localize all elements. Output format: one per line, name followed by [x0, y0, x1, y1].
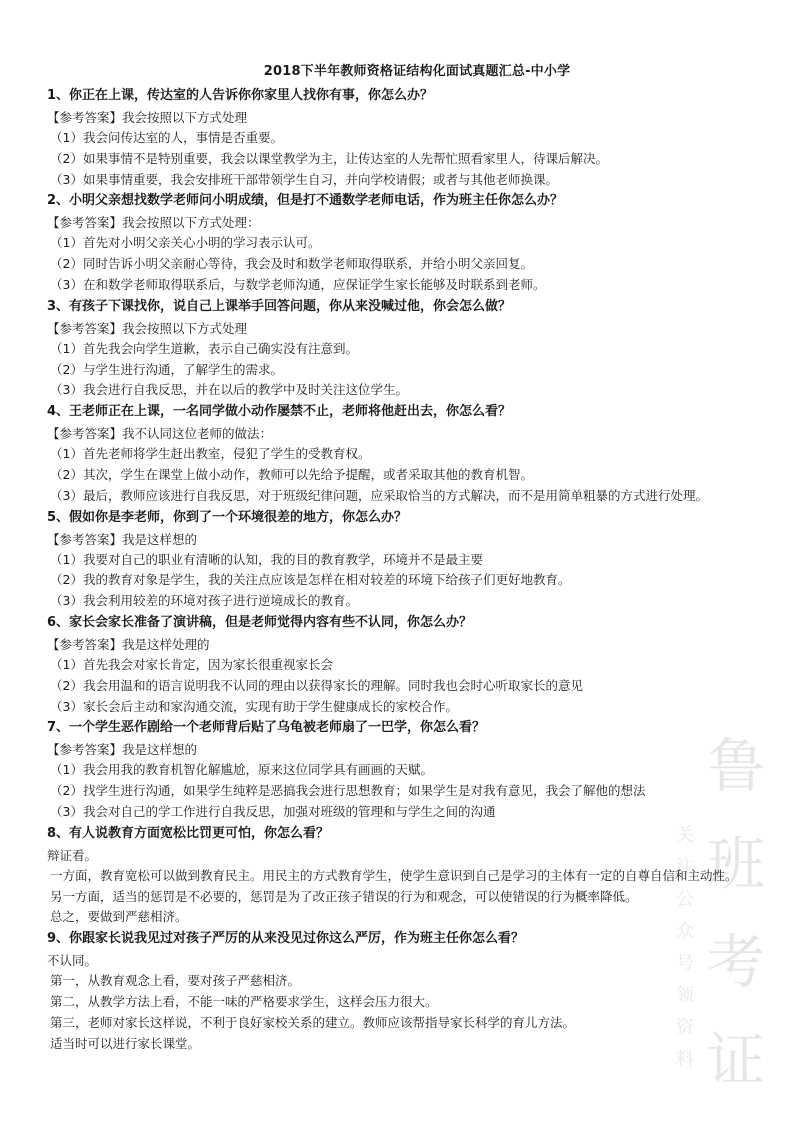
answer-intro: 【参考答案】我是这样处理的 — [47, 636, 210, 652]
question-heading: 2、小明父亲想找数学老师问小明成绩，但是打不通数学老师电话，作为班主任你怎么办？ — [47, 193, 564, 209]
answer-line: （3）最后，教师应该进行自我反思，对于班级纪律问题，应采取恰当的方式解决，而不是用简单粗暴的方式进行处理。 — [50, 487, 708, 503]
answer-line: （1）我要对自己的职业有清晰的认知，我的目的教育教学，环境并不是最主要 — [50, 551, 483, 567]
answer-line: （2）如果事情不是特别重要，我会以课堂教学为主，让传达室的人先帮忙照看家里人，待课后解决。 — [50, 150, 608, 166]
answer-line: （2）找学生进行沟通，如果学生纯粹是恶搞我会进行思想教育；如果学生是对我有意见，我会了解他的想法 — [50, 783, 646, 799]
question-block — [47, 717, 747, 822]
answer-line: （2）其次，学生在课堂上做小动作，教师可以先给予提醒，或者采取其他的教育机智。 — [50, 466, 533, 482]
question-heading: 6、家长会家长准备了演讲稿，但是老师觉得内容有些不认同，你怎么办？ — [47, 614, 473, 630]
question-heading: 5、假如你是李老师，你到了一个环境很差的地方，你怎么办？ — [47, 509, 408, 525]
answer-line: （2）我的教育对象是学生，我的关注点应该是怎样在相对较差的环境下给孩子们更好地教育。 — [50, 572, 571, 588]
question-block — [47, 401, 747, 506]
question-block — [47, 190, 747, 295]
answer-intro: 辩证看。 — [47, 847, 98, 863]
answer-line: （2）我会用温和的语言说明我不认同的理由以获得家长的理解。同时我也会时心听取家长的意见 — [50, 677, 583, 693]
answer-intro: 【参考答案】我是这样想的 — [47, 531, 198, 547]
question-block — [47, 612, 747, 717]
answer-line: （3）我会进行自我反思，并在以后的教学中及时关注这位学生。 — [50, 382, 408, 398]
question-block — [47, 928, 747, 1054]
answer-intro: 【参考答案】我是这样想的 — [47, 742, 198, 758]
answer-line: （3）我会对自己的学工作进行自我反思，加强对班级的管理和与学生之间的沟通 — [50, 803, 496, 819]
answer-line: （1）首先我会向学生道歉，表示自己确实没有注意到。 — [50, 340, 358, 356]
answer-line: （1）我会问传达室的人，事情是否重要。 — [50, 130, 283, 145]
answer-line: （1）我会用我的教育机智化解尴尬，原来这位同学具有画画的天赋。 — [50, 762, 433, 778]
question-heading: 8、有人说教育方面宽松比罚更可怕，你怎么看？ — [47, 825, 330, 841]
answer-intro: 【参考答案】我会按照以下方式处理 — [47, 320, 248, 336]
question-block — [47, 507, 747, 612]
question-block — [47, 823, 747, 928]
answer-line: 另一方面，适当的惩罚是不必要的，惩罚是为了改正孩子错误的行为和观念，可以使错误的行为概率降低。 — [50, 888, 638, 904]
question-list — [47, 85, 747, 1054]
answer-line: 第二，从教学方法上看，不能一味的严格要求学生，这样会压力很大。 — [50, 993, 438, 1009]
document-page — [47, 60, 747, 1054]
watermark-subtext: 关注公众号领资料 — [673, 825, 694, 1081]
answer-line: 第三，老师对家长这样说，不利于良好家校关系的建立。教师应该帮指导家长科学的育儿方法。 — [50, 1014, 576, 1030]
answer-intro: 【参考答案】我不认同这位老师的做法： — [47, 426, 273, 442]
answer-line: （3）在和数学老师取得联系后，与数学老师沟通，应保证学生家长能够及时联系到老师。 — [50, 276, 546, 292]
answer-line: 总之，要做到严慈相济。 — [50, 909, 188, 925]
page-title: 2018下半年教师资格证结构化面试真题汇总-中小学 — [263, 64, 571, 79]
answer-intro: 【参考答案】我会按照以下方式处理： — [47, 215, 260, 231]
answer-line: （1）首先老师将学生赶出教室，侵犯了学生的受教育权。 — [50, 446, 371, 462]
question-block — [47, 296, 747, 401]
answer-line: （1）首先我会对家长肯定，因为家长很重视家长会 — [50, 656, 333, 672]
answer-intro: 【参考答案】我会按照以下方式处理 — [47, 110, 248, 125]
answer-line: 一方面，教育宽松可以做到教育民主。用民主的方式教育学生，使学生意识到自己是学习的主体有一定的自尊自信和主动性。 — [50, 867, 738, 883]
answer-line: 第一，从教育观念上看，要对孩子严慈相济。 — [50, 973, 301, 989]
question-heading: 7、一个学生恶作剧给一个老师背后贴了乌龟被老师扇了一巴学，你怎么看？ — [47, 720, 486, 736]
answer-line: （3）我会利用较差的环境对孩子进行逆境成长的教育。 — [50, 593, 358, 609]
question-block — [47, 85, 747, 190]
answer-line: （3）家长会后主动和家沟通交流，实现有助于学生健康成长的家校合作。 — [50, 698, 458, 714]
answer-line: （3）如果事情重要，我会安排班干部带领学生自习，并向学校请假；或者与其他老师换课。 — [50, 171, 558, 187]
answer-line: 适当时可以进行家长课堂。 — [50, 1035, 201, 1051]
answer-line: （2）同时告诉小明父亲耐心等待，我会及时和数学老师取得联系，并给小明父亲回复。 — [50, 256, 533, 272]
answer-line: （2）与学生进行沟通，了解学生的需求。 — [50, 361, 283, 377]
question-heading: 9、你跟家长说我见过对孩子严厉的从来没见过你这么严厉，作为班主任你怎么看？ — [47, 931, 525, 947]
question-heading: 1、你正在上课，传达室的人告诉你你家里人找你有事，你怎么办？ — [47, 88, 434, 103]
question-heading: 4、王老师正在上课，一名同学做小动作屡禁不止，老师将他赶出去，你怎么看？ — [47, 404, 512, 420]
answer-line: （1）首先对小明父亲关心小明的学习表示认可。 — [50, 235, 321, 251]
question-heading: 3、有孩子下课找你，说自己上课举手回答问题，你从来没喊过他，你会怎么做？ — [47, 298, 512, 314]
watermark-logo: 鲁班考证 — [697, 735, 765, 1127]
answer-intro: 不认同。 — [47, 953, 98, 969]
